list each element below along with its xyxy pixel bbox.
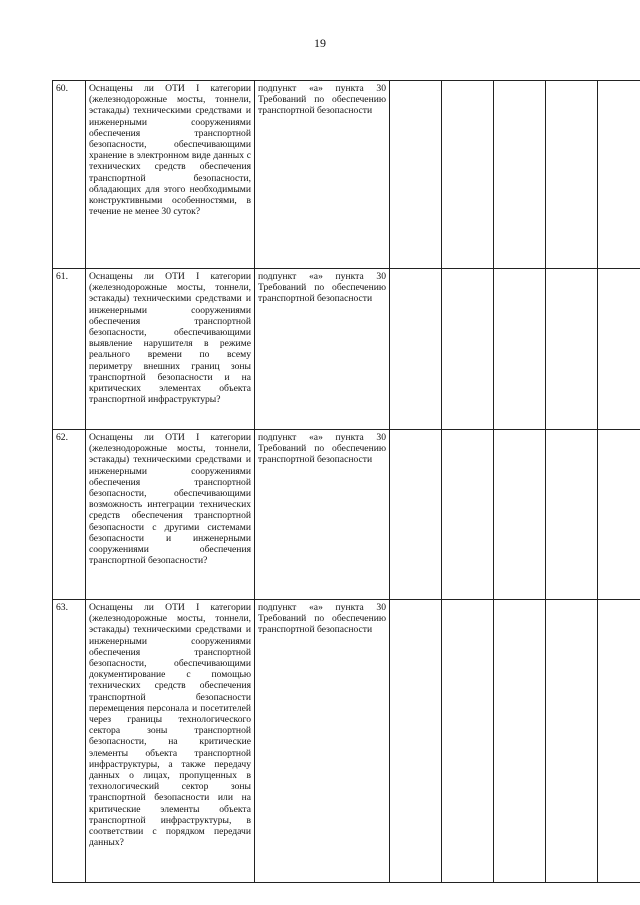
answer-na-cell — [494, 430, 546, 600]
question-cell: Оснащены ли ОТИ I категории (железнодорожные мосты, тоннели, эстакады) техническими средствами и инженерными сооружениями обеспечения транспортной безопасности, обеспечивающими документирование с помощью технических средств обеспечения транспортной безопасности перемещения персонала и посетителей через границы технологического сектора зоны транспортной безопасности, на критические элементы объекта транспортной инфраструктуры, а также передачу данных о лицах, пропущенных в технологический сектор зоны транспортной безопасности или на критические элементы объекта транспортной инфраструктуры, в соответствии с порядком передачи данных? — [86, 600, 255, 883]
reference-cell: подпункт «а» пункта 30 Требований по обеспечению транспортной безопасности — [255, 600, 390, 883]
answer-no-cell — [442, 430, 494, 600]
question-cell: Оснащены ли ОТИ I категории (железнодорожные мосты, тоннели, эстакады) техническими средствами и инженерными сооружениями обеспечения транспортной безопасности, обеспечивающими выявление нарушителя в режиме реального времени по всему периметру внешних границ зоны транспортной безопасности и на критических элементах объекта транспортной инфраструктуры? — [86, 269, 255, 430]
question-cell: Оснащены ли ОТИ I категории (железнодорожные мосты, тоннели, эстакады) техническими средствами и инженерными сооружениями обеспечения транспортной безопасности, обеспечивающими возможность интеграции технических средств обеспечения транспортной безопасности с другими системами безопасности и инженерными сооружениями обеспечения транспортной безопасности? — [86, 430, 255, 600]
reference-cell: подпункт «а» пункта 30 Требований по обеспечению транспортной безопасности — [255, 81, 390, 269]
extra-cell — [598, 430, 640, 600]
table-row — [53, 269, 640, 430]
answer-yes-cell — [390, 600, 442, 883]
row-number: 60. — [53, 81, 86, 269]
answer-na-cell — [494, 81, 546, 269]
answer-yes-cell — [390, 269, 442, 430]
question-cell: Оснащены ли ОТИ I категории (железнодорожные мосты, тоннели, эстакады) техническими средствами и инженерными сооружениями обеспечения транспортной безопасности, обеспечивающими хранение в электронном виде данных с технических средств обеспечения транспортной безопасности, обладающих для этого необходимыми конструктивными особенностями, в течение не менее 30 суток? — [86, 81, 255, 269]
table-row — [53, 430, 640, 600]
notes-cell — [546, 81, 598, 269]
answer-no-cell — [442, 269, 494, 430]
notes-cell — [546, 430, 598, 600]
answer-yes-cell — [390, 430, 442, 600]
answer-no-cell — [442, 81, 494, 269]
row-number: 61. — [53, 269, 86, 430]
notes-cell — [546, 600, 598, 883]
answer-na-cell — [494, 269, 546, 430]
table-row — [53, 600, 640, 883]
row-number: 63. — [53, 600, 86, 883]
answer-na-cell — [494, 600, 546, 883]
extra-cell — [598, 269, 640, 430]
reference-cell: подпункт «а» пункта 30 Требований по обеспечению транспортной безопасности — [255, 269, 390, 430]
page-number: 19 — [314, 36, 326, 50]
answer-no-cell — [442, 600, 494, 883]
row-number: 62. — [53, 430, 86, 600]
checklist-table — [52, 80, 640, 883]
notes-cell — [546, 269, 598, 430]
answer-yes-cell — [390, 81, 442, 269]
extra-cell — [598, 600, 640, 883]
table-row — [53, 81, 640, 269]
extra-cell — [598, 81, 640, 269]
reference-cell: подпункт «а» пункта 30 Требований по обеспечению транспортной безопасности — [255, 430, 390, 600]
